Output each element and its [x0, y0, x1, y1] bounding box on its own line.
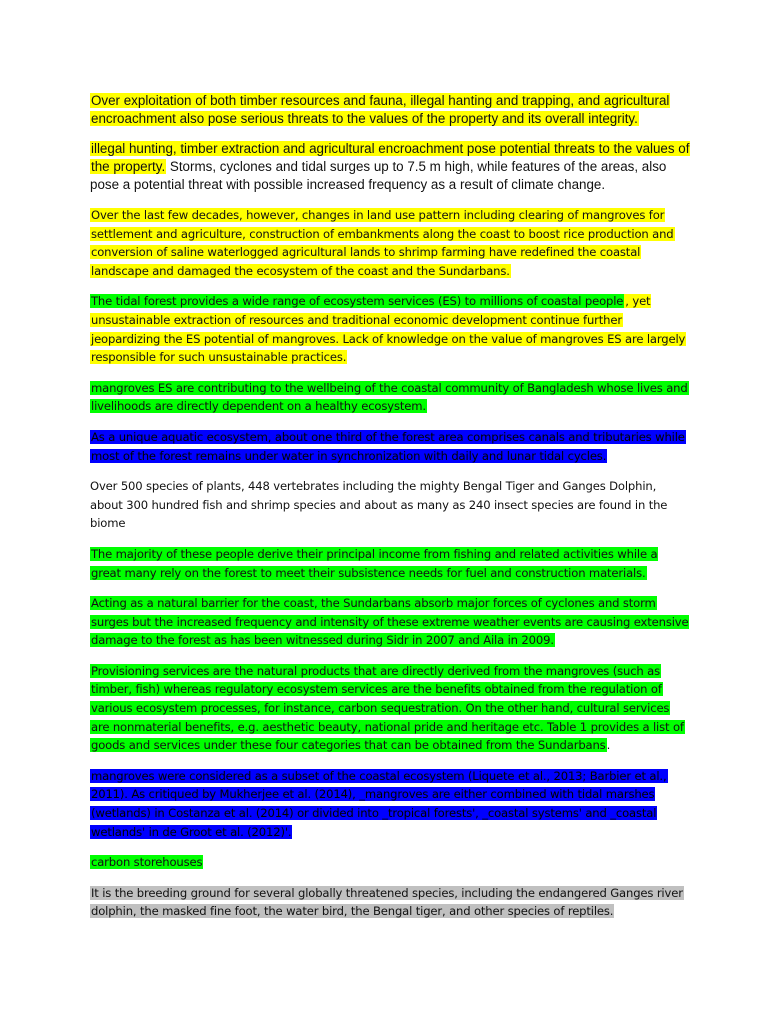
highlighted-text: , yet unsustainable extraction of resources and traditional economic development continue further jeopardizing the ES potential of mangroves. Lack of knowledge on the value of mangroves ES are largely responsible for such unsustainable practices. — [91, 294, 686, 365]
paragraph-4 — [90, 292, 690, 366]
document-page — [90, 92, 690, 933]
paragraph-2 — [90, 140, 690, 194]
highlighted-text: As a unique aquatic ecosystem, about one third of the forest area comprises canals and tributaries while most of the forest remains under water in synchronization with daily and lunar tidal cycles. — [91, 429, 685, 463]
paragraph-10 — [90, 662, 690, 755]
highlighted-text: mangroves ES are contributing to the wellbeing of the coastal community of Bangladesh whose lives and livelihoods are directly dependent on a healthy ecosystem. — [91, 380, 688, 414]
paragraph-11 — [90, 767, 690, 841]
paragraph-8 — [90, 545, 690, 582]
paragraph-13 — [90, 884, 690, 921]
paragraph-5 — [90, 379, 690, 416]
highlighted-text: Acting as a natural barrier for the coast, the Sundarbans absorb major forces of cyclones and storm surges but the increased frequency and intensity of these extreme weather events are causing extensive damage to the forest as has been witnessed during Sidr in 2007 and Aila in 2009. — [91, 596, 689, 648]
highlighted-text: Over the last few decades, however, changes in land use pattern including clearing of mangroves for settlement and agriculture, construction of embankments along the coast to boost rice production and conversion of saline waterlogged agricultural lands to shrimp farming have redefined the coastal landscape and damaged the ecosystem of the coast and the Sundarbans. — [91, 208, 674, 278]
highlighted-text: The majority of these people derive their principal income from fishing and related activities while a great many rely on the forest to meet their subsistence needs for fuel and construction materials. — [91, 546, 658, 580]
paragraph-6 — [90, 428, 690, 465]
highlighted-text: The tidal forest provides a wide range of ecosystem services (ES) to millions of coastal people — [91, 294, 624, 309]
highlighted-text: It is the breeding ground for several globally threatened species, including the endangered Ganges river dolphin, the masked fine foot, the water bird, the Bengal tiger, and other species of reptiles. — [91, 885, 683, 919]
plain-text: Over 500 species of plants, 448 vertebrates including the mighty Bengal Tiger and Ganges Dolphin, about 300 hundred fish and shrimp species and about as many as 240 insect species are found in the biome — [90, 479, 668, 531]
highlighted-text: illegal hunting, timber extraction and agricultural encroachment pose potential threats to the values of the property. — [91, 141, 690, 174]
paragraph-12 — [90, 853, 690, 872]
highlighted-text: Provisioning services are the natural products that are directly derived from the mangroves (such as timber, fish) whereas regulatory ecosystem services are the benefits obtained from the regulation of various ecosystem processes, for instance, carbon sequestration. On the other hand, cultural services are nonmaterial benefits, e.g. aesthetic beauty, national pride and heritage etc. Table 1 provides a list of goods and services under these four categories that can be obtained from the Sundarbans — [91, 663, 684, 753]
paragraph-7 — [90, 477, 690, 533]
paragraph-1 — [90, 92, 690, 128]
paragraph-3 — [90, 206, 690, 280]
paragraph-9 — [90, 594, 690, 650]
highlighted-text: mangroves were considered as a subset of the coastal ecosystem (Liquete et al., 2013; Barbier et al., 2011). As critiqued by Mukherjee et al. (2014), _mangroves are either combined with tidal marshes (wetlands) in Costanza et al. (2014) or divided into _tropical forests', _coastal systems' and _coastal wetlands' in de Groot et al. (2012)'. — [91, 768, 667, 839]
highlighted-text: carbon storehouses — [91, 855, 203, 870]
plain-text: Storms, cyclones and tidal surges up to 7.5 m high, while features of the areas, also pose a potential threat with possible increased frequency as a result of climate change. — [90, 159, 667, 192]
plain-text: . — [606, 738, 611, 753]
highlighted-text: Over exploitation of both timber resources and fauna, illegal hanting and trapping, and agricultural encroachment also pose serious threats to the values of the property and its overall integrity. — [91, 93, 670, 126]
